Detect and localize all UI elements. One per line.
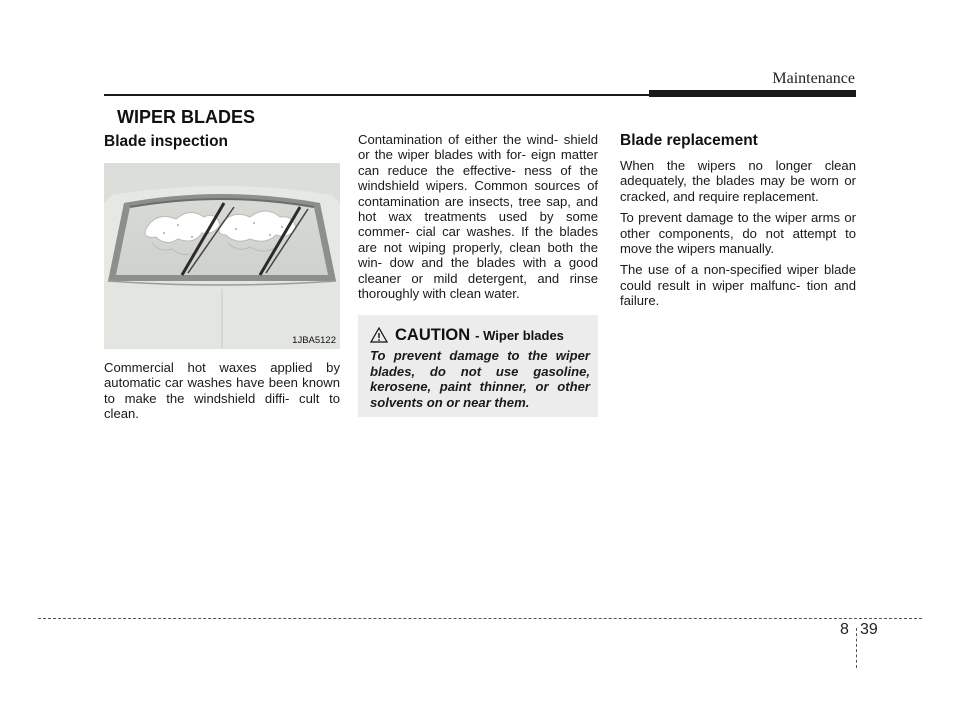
chapter-number: 8	[840, 621, 849, 638]
footer-rule	[38, 618, 922, 619]
caution-word: CAUTION	[395, 325, 471, 344]
replacement-paragraph-1: When the wipers no longer clean adequately, the blades may be worn or cracked, and require replacement.	[620, 158, 856, 204]
windshield-illustration	[104, 163, 340, 349]
header-bar	[649, 90, 856, 97]
windshield-figure	[104, 163, 340, 349]
caution-box	[358, 315, 598, 417]
inspection-heading: Blade inspection	[104, 133, 229, 150]
footer-divider	[856, 628, 857, 668]
caution-heading	[370, 324, 564, 346]
header-rule	[104, 94, 649, 96]
replacement-paragraph-2: To prevent damage to the wiper arms or other components, do not attempt to move the wipers manually.	[620, 210, 856, 257]
header-title: Maintenance	[772, 70, 855, 87]
column-middle	[358, 130, 598, 417]
caution-subtitle: - Wiper blades	[475, 327, 564, 343]
caution-text: To prevent damage to the wiper blades, do not use gasoline, kerosene, paint thinner, or other solvents on or near them.	[370, 348, 590, 410]
replacement-paragraph-3: The use of a non-specified wiper blade could result in wiper malfunc- tion and failure.	[620, 262, 856, 309]
column-right	[620, 130, 856, 315]
column-left	[104, 130, 340, 428]
warning-triangle-icon	[370, 327, 388, 343]
replacement-heading: Blade replacement	[620, 132, 758, 149]
figure-label: 1JBA5122	[292, 335, 336, 346]
section-title: WIPER BLADES	[117, 107, 256, 127]
inspection-paragraph-1: Commercial hot waxes applied by automatic car washes have been known to make the windshield diffi- cult to clean.	[104, 360, 340, 422]
inspection-paragraph-2: Contamination of either the wind- shield or the wiper blades with for- eign matter can reduce the effective- ness of the windshield wipers. Common sources of contamination are insects, tree sap, and hot wax treatments used by some commer- cial car washes. If the blades are not wiping properly, clean both the win- dow and the blades with a good cleaner or mild detergent, and rinse thoroughly with clean water.	[358, 132, 598, 302]
page-number: 39	[860, 621, 878, 638]
